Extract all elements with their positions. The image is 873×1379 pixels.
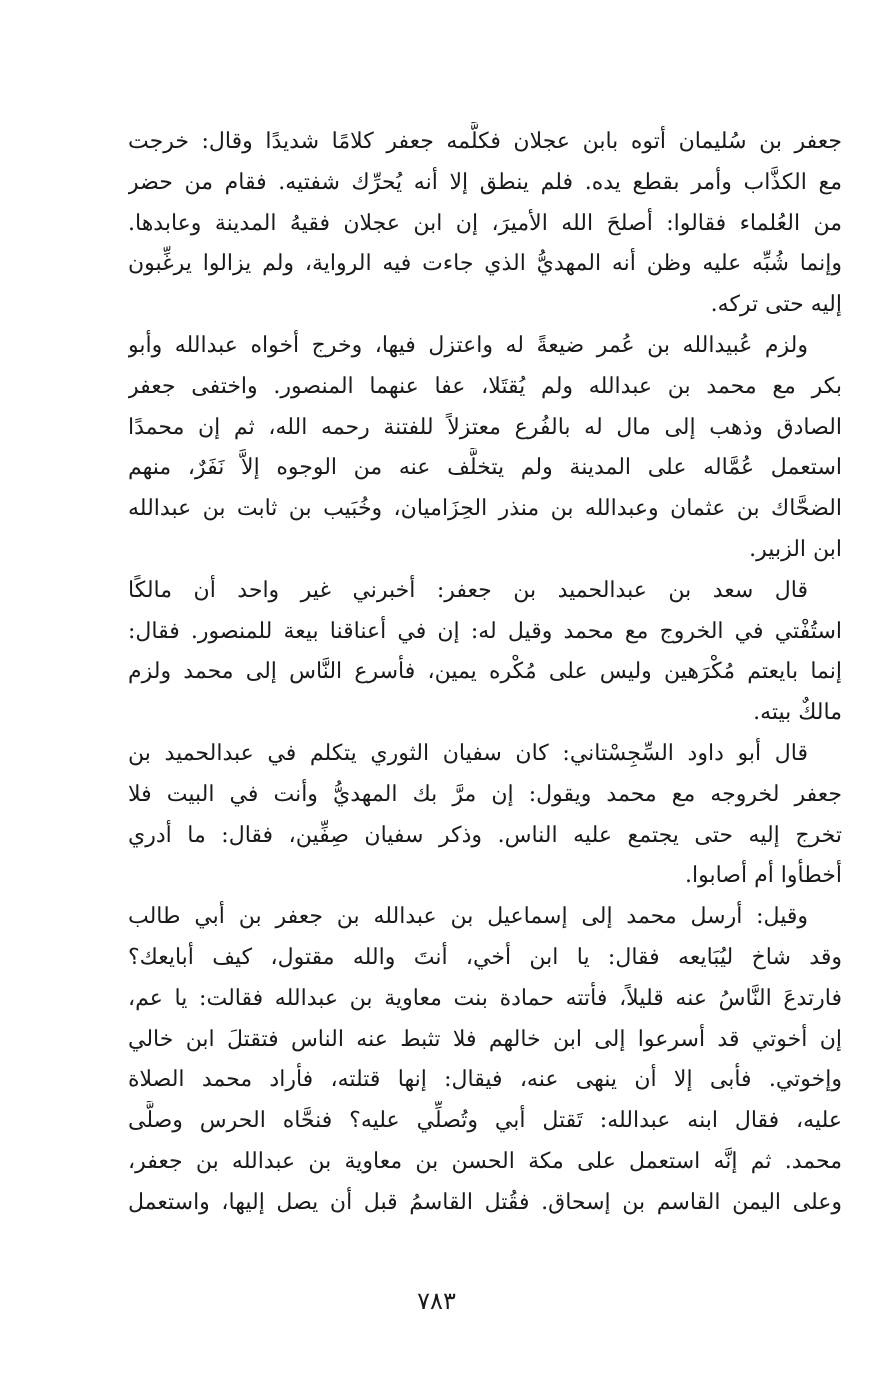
text-line: مالكٌ بيته. (753, 700, 842, 726)
text-line: جعفر بن سُليمان أتوه بابن عجلان فكلَّمه جعفر كلامًا شديدًا وقال: خرجت (128, 129, 842, 154)
text-line: إليه حتى تركه. (710, 292, 842, 318)
text-line: ابن الزبير. (749, 536, 842, 562)
text-line: عليه، فقال ابنه عبدالله: تَقتل أبي وتُصلِّي عليه؟ فنحَّاه الحرس وصلَّى (128, 1108, 842, 1134)
page-number: ٧٨٣ (417, 1287, 456, 1315)
text-line: وإخوتي. فأبى إلا أن ينهى عنه، فيقال: إنها قتلته، فأراد محمد الصلاة (128, 1067, 842, 1093)
text-line: وعلى اليمن القاسم بن إسحاق. فقُتل القاسمُ قبل أن يصل إليها، واستعمل (128, 1189, 842, 1215)
text-line: مع الكذَّاب وأمر بقطع يده. فلم ينطق إلا أنه يُحرِّك شفتيه. فقام من حضر (128, 169, 842, 195)
text-line: استعمل عُمَّاله على المدينة ولم يتخلَّف عنه من الوجوه إلاَّ نَفَرٌ، منهم (128, 455, 842, 481)
text-line: محمد. ثم إنَّه استعمل على مكة الحسن بن معاوية بن عبدالله بن جعفر، (128, 1148, 842, 1174)
text-line: ولزم عُبيدالله بن عُمر ضيعةً له واعتزل فيها، وخرج أخواه عبدالله وأبو (128, 332, 808, 358)
text-line: الضحَّاك بن عثمان وعبدالله بن منذر الحِزَاميان، وخُبَيب بن ثابت بن عبدالله (128, 496, 842, 522)
paragraph (128, 897, 842, 1223)
text-line: الصادق وذهب إلى مال له بالفُرع معتزلاً للفتنة رحمه الله، ثم إن محمدًا (128, 414, 842, 440)
text-line: قال أبو داود السِّجِسْتاني: كان سفيان الثوري يتكلم في عبدالحميد بن (128, 740, 808, 766)
paragraph (128, 734, 842, 897)
paragraph (128, 571, 842, 734)
text-line: وقيل: أرسل محمد إلى إسماعيل بن عبدالله بن جعفر بن أبي طالب (128, 904, 808, 930)
text-line: إن أخوتي قد أسرعوا إلى ابن خالهم فلا تثبط عنه الناس فتقتلَ ابن خالي (128, 1026, 842, 1052)
text-line: بكر مع محمد بن عبدالله ولم يُقتَلا، عفا عنهما المنصور. واختفى جعفر (128, 373, 842, 399)
text-line: إنما بايعتم مُكْرَهين وليس على مُكْره يمين، فأسرع النَّاس إلى محمد ولزم (128, 659, 842, 685)
text-line: جعفر لخروجه مع محمد ويقول: إن مرَّ بك المهديُّ وأنت في البيت فلا (128, 781, 842, 807)
text-line: فارتدعَ النَّاسُ عنه قليلاً، فأتته حمادة بنت معاوية بن عبدالله فقالت: يا عم، (128, 985, 842, 1011)
text-line: تخرج إليه حتى يجتمع عليه الناس. وذكر سفيان صِفِّين، فقال: ما أدري (128, 822, 842, 848)
text-line: استُفْتي في الخروج مع محمد وقيل له: إن في أعناقنا بيعة للمنصور. فقال: (128, 618, 842, 644)
page-text-body (128, 122, 842, 1224)
text-line: وقد شاخ ليُبَايعه فقال: يا ابن أخي، أنتَ والله مقتول، كيف أبايعك؟ (128, 944, 842, 970)
paragraph (128, 326, 842, 571)
text-line: وإنما شُبِّه عليه وظن أنه المهديُّ الذي جاءت فيه الرواية، ولم يزالوا يرغِّبون (128, 251, 842, 277)
paragraph (128, 122, 842, 326)
text-line: من العُلماء فقالوا: أصلحَ الله الأميرَ، إن ابن عجلان فقيهُ المدينة وعابدها. (128, 210, 842, 236)
text-line: قال سعد بن عبدالحميد بن جعفر: أخبرني غير واحد أن مالكًا (128, 577, 808, 603)
text-line: أخطأوا أم أصابوا. (684, 863, 842, 889)
